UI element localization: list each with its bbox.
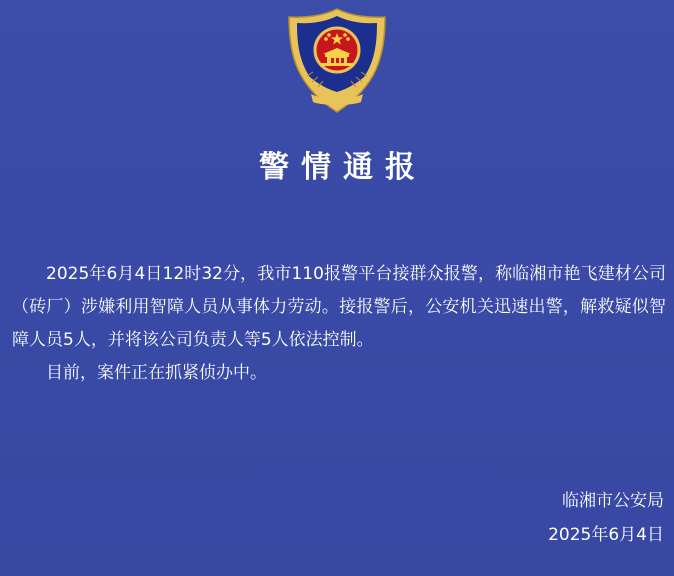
signature-date: 2025年6月4日: [548, 525, 664, 545]
police-emblem-icon: [281, 6, 393, 116]
notice-title: 警情通报: [259, 150, 427, 185]
notice-body: [12, 258, 666, 390]
signature-block: [548, 484, 664, 552]
signature-organization: 临湘市公安局: [562, 491, 664, 511]
body-paragraph: 2025年6月4日12时32分，我市110报警平台接群众报警，称临湘市艳飞建材公司（砖厂）涉嫌利用智障人员从事体力劳动。接报警后，公安机关迅速出警，解救疑似智障人员5人，并将该公司负责人等5人依法控制。: [12, 264, 666, 350]
body-paragraph: 目前，案件正在抓紧侦办中。: [46, 363, 267, 383]
